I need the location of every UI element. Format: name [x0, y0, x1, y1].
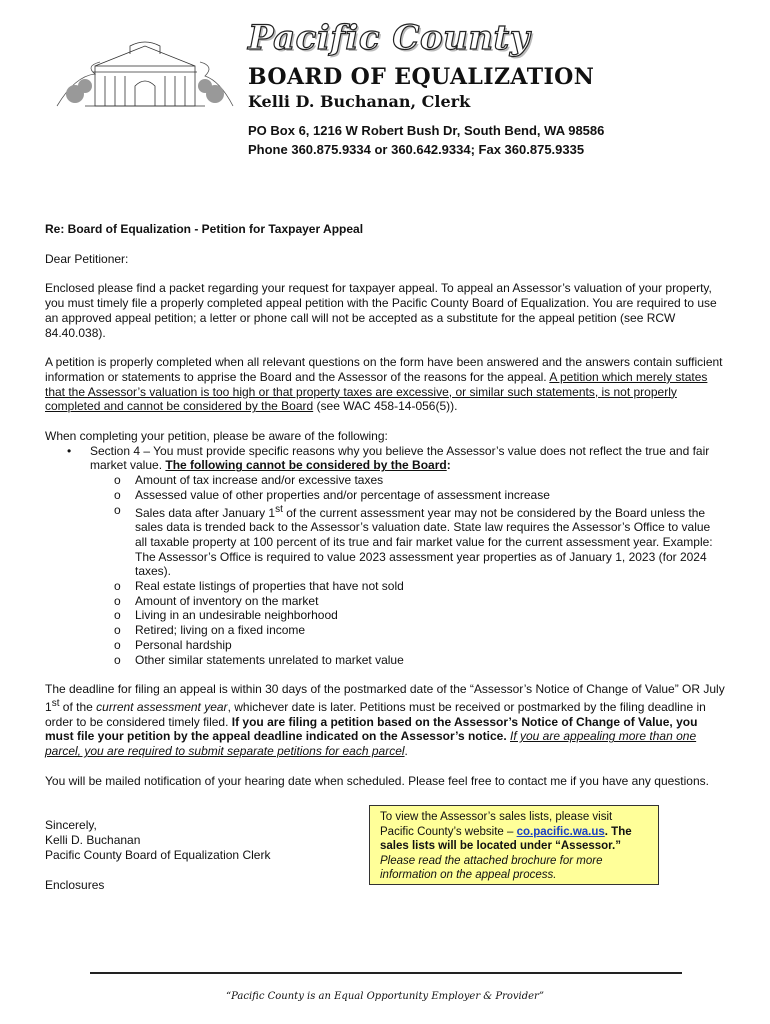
aware-intro: When completing your petition, please be aware of the following: [45, 429, 388, 444]
deadline-text-3: , whichever date is later. Petitions must be received or postmarked by the filing deadline in order to be considered timely filed. [45, 699, 706, 729]
board-title: BOARD OF EQUALIZATION [248, 64, 595, 90]
list-item: o Personal hardship [90, 638, 725, 653]
deadline-sup: st [51, 697, 60, 709]
greeting: Dear Petitioner: [45, 251, 129, 266]
deadline-italic: current assessment year [96, 699, 228, 714]
sales-text: Sales data after January 1 [135, 505, 276, 520]
signoff-block [45, 818, 270, 893]
list-item: o Amount of inventory on the market [90, 594, 725, 609]
deadline-multi-parcel: If you are appealing more than one parcel, you are required to submit separate petitions for each parcel [45, 729, 697, 759]
p2-citation: (see WAC 458-14-056(5)). [313, 399, 458, 414]
section4-emphasis: The following cannot be considered by the Board [165, 458, 447, 473]
section4-text: Section 4 – You must provide specific reasons why you believe the Assessor’s value does not reflect the true and fair market value. [90, 443, 710, 473]
aware-section [45, 429, 725, 667]
clerk-name: Kelli D. Buchanan, Clerk [248, 92, 471, 111]
paragraph-intro: Enclosed please find a packet regarding your request for taxpayer appeal. To appeal an Assessor’s valuation of your property, you must timely file a properly completed appeal petition with the Pacific County Board of Equalization. You are required to use an approved appeal petition; a letter or phone call will not be accepted as a substitute for the appeal petition (see RCW 84.40.038). [45, 281, 717, 340]
callout-brochure-note: Please read the attached brochure for more information on the appeal process. [380, 854, 603, 881]
phone-line: Phone 360.875.9334 or 360.642.9334; Fax 360.875.9335 [248, 142, 585, 157]
contact-block [248, 121, 604, 159]
letter-body [45, 222, 725, 804]
sales-list-callout [369, 805, 659, 885]
callout-text: To view the Assessor’s sales lists, please visit Pacific County’s website – [380, 811, 613, 838]
deadline-end: . [404, 744, 408, 759]
website-link[interactable]: co.pacific.wa.us [516, 825, 605, 838]
p2-text: A petition is properly completed when all relevant questions on the form have been answered and the answers contain sufficient information or statements to apprise the Board and the Assessor of the reasons for the appeal. [45, 355, 723, 384]
list-item: o Real estate listings of properties that have not sold [90, 579, 725, 594]
enclosures: Enclosures [45, 878, 105, 892]
list-item: o Other similar statements unrelated to market value [90, 653, 725, 668]
subject-line: Re: Board of Equalization - Petition for Taxpayer Appeal [45, 222, 364, 236]
footer-statement: “Pacific County is an Equal Opportunity Employer & Provider” [226, 991, 544, 1002]
closing: Sincerely, [45, 818, 97, 832]
bullet-list [45, 444, 725, 668]
signer-name: Kelli D. Buchanan [45, 833, 141, 847]
deadline-text-2: of the [59, 699, 97, 714]
paragraph-deadline [45, 682, 725, 759]
paragraph-complete-petition [45, 355, 725, 414]
footer-divider [90, 972, 682, 974]
sales-text-rest: of the current assessment year may not be considered by the Board unless the sales data is trended back to the Assessor’s valuation date. State law requires the Assessor’s Office to value all taxable property at 100 percent of its true and fair market value for the current assessment year. Example: The Assessor’s Office is required to value 2023 assessment year properties as of January 1, 2023 (for 2024 taxes). [135, 505, 713, 579]
address-line: PO Box 6, 1216 W Robert Bush Dr, South Bend, WA 98586 [248, 123, 605, 138]
sales-sup: st [275, 503, 283, 515]
p2-underlined: A petition which merely states that the Assessor’s valuation is too high or that property taxes are excessive, or similar such statements, is not properly completed and cannot be considered by the Board [45, 369, 708, 414]
signer-title: Pacific County Board of Equalization Clerk [45, 848, 271, 862]
list-item-sales [90, 503, 725, 580]
excluded-list [90, 473, 725, 667]
org-script-title: Pacific County [248, 18, 531, 58]
paragraph-notification: You will be mailed notification of your hearing date when scheduled. Please feel free to contact me if you have any questions. [45, 773, 709, 788]
courthouse-logo [55, 36, 235, 112]
deadline-bold: If you are filing a petition based on the Assessor’s Notice of Change of Value, you must file your petition by the appeal deadline indicated on the Assessor’s notice. [45, 714, 698, 744]
section4-colon: : [446, 458, 451, 473]
callout-assessor: . The sales lists will be located under “Assessor.” [380, 825, 632, 852]
list-item: o Amount of tax increase and/or excessive taxes [90, 473, 725, 488]
deadline-text: The deadline for filing an appeal is within 30 days of the postmarked date of the “Assessor’s Notice of Change of Value” OR July 1 [45, 682, 725, 714]
section4-bullet [45, 444, 725, 668]
list-item: o Living in an undesirable neighborhood [90, 608, 725, 623]
list-item: o Retired; living on a fixed income [90, 623, 725, 638]
list-item: o Assessed value of other properties and/or percentage of assessment increase [90, 488, 725, 503]
